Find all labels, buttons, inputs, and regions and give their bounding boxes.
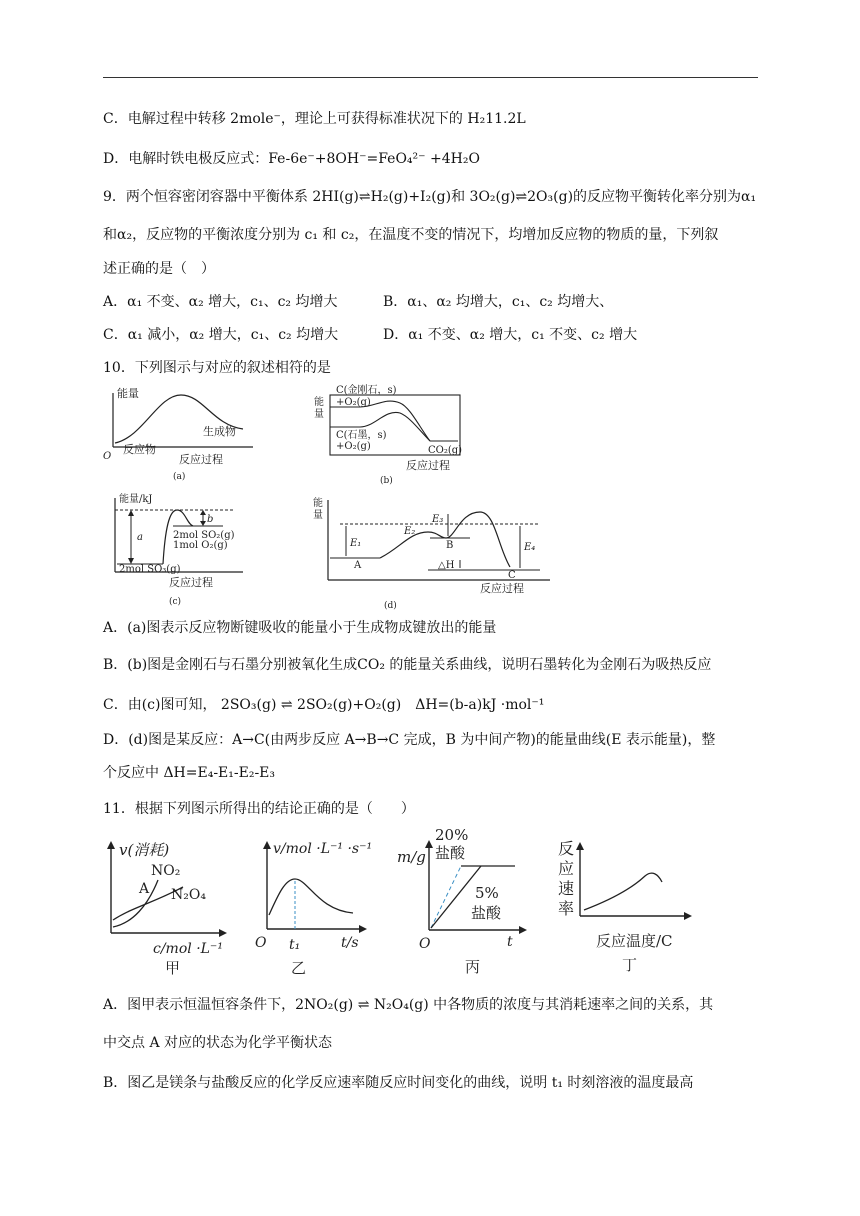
fig-d-e3: E₃ bbox=[432, 514, 444, 525]
fig-d-b: B bbox=[446, 540, 454, 551]
bing-caption: 丙 bbox=[465, 958, 481, 976]
jia-xlabel: c/mol ·L⁻¹ bbox=[153, 941, 223, 957]
jia-no2-line bbox=[113, 880, 158, 927]
ding-y3: 速 bbox=[558, 879, 575, 898]
yi-t1: t₁ bbox=[289, 937, 301, 953]
fig-d-e1: E₁ bbox=[350, 538, 362, 549]
ding-y4: 率 bbox=[558, 899, 575, 918]
fig-b-ylabel1: 能 bbox=[314, 397, 324, 408]
yi-caption: 乙 bbox=[291, 959, 307, 977]
yi-ylabel: v/mol ·L⁻¹ ·s⁻¹ bbox=[273, 841, 373, 857]
fig-b-diamond-o2: +O₂(g) bbox=[336, 397, 371, 408]
jia-caption: 甲 bbox=[165, 959, 181, 977]
fig-a-ylabel: 能量 bbox=[117, 387, 139, 400]
jia-n2o4: N₂O₄ bbox=[171, 887, 206, 903]
fig-b-xlabel: 反应过程 bbox=[406, 459, 450, 472]
fig-d-dh: △H bbox=[438, 560, 455, 571]
fig-a-origin: O bbox=[103, 451, 112, 462]
fig-b-graphite-o2: +O₂(g) bbox=[336, 441, 371, 452]
fig-d-ylabel2: 量 bbox=[313, 510, 323, 521]
ding-y1: 反 bbox=[558, 840, 575, 858]
fig-c-a: a bbox=[137, 532, 143, 543]
fig-d-xlabel: 反应过程 bbox=[480, 582, 524, 595]
question-9-line1: 9．两个恒容密闭容器中平衡体系 2HI(g)⇌H₂(g)+I₂(g)和 3O₂(g)⇌2O₃(g)的反应物平衡转化率分别为α₁ bbox=[103, 189, 757, 205]
fig-d-curve bbox=[380, 512, 510, 567]
fig-c-mid1: 2mol SO₂(g) bbox=[173, 530, 235, 541]
figure-yi bbox=[253, 825, 383, 985]
option-d-electrolysis: D．电解时铁电极反应式：Fe-6e⁻+8OH⁻=FeO₄²⁻ +4H₂O bbox=[103, 151, 480, 167]
question-9-line3: 述正确的是（ ） bbox=[103, 261, 215, 277]
q9-option-c: C．α₁ 减小，α₂ 增大，c₁、c₂ 均增大 bbox=[103, 327, 339, 343]
bing-mid2: 盐酸 bbox=[471, 904, 502, 922]
jia-a: A bbox=[139, 881, 150, 897]
fig-d-caption: (d) bbox=[384, 601, 397, 611]
fig-a-product: 生成物 bbox=[203, 425, 236, 438]
q10-option-a: A．(a)图表示反应物断键吸收的能量小于生成物成键放出的能量 bbox=[103, 620, 497, 636]
fig-c-bottom: 2mol SO₃(g) bbox=[119, 564, 181, 575]
fig-d-e4: E₄ bbox=[524, 542, 536, 553]
yi-curve bbox=[269, 879, 353, 915]
q10-option-d-line2: 个反应中 ΔH=E₄-E₁-E₂-E₃ bbox=[103, 765, 276, 781]
yi-xlabel: t/s bbox=[341, 935, 359, 951]
bing-top2: 盐酸 bbox=[435, 844, 466, 862]
fig-a-xlabel: 反应过程 bbox=[179, 453, 223, 466]
q9-option-a: A．α₁ 不变、α₂ 增大，c₁、c₂ 均增大 bbox=[103, 294, 338, 310]
fig-d-c: C bbox=[508, 570, 516, 581]
bing-ylabel: m/g bbox=[397, 848, 426, 866]
q11-option-a-line1: A．图甲表示恒温恒容条件下，2NO₂(g) ⇌ N₂O₄(g) 中各物质的浓度与其消耗速率之间的关系，其 bbox=[103, 997, 714, 1013]
yi-origin: O bbox=[255, 935, 267, 951]
fig-d-ylabel1: 能 bbox=[313, 498, 323, 509]
figure-c bbox=[103, 490, 263, 610]
figure-a bbox=[103, 385, 263, 490]
fig-b-ylabel2: 量 bbox=[314, 409, 324, 420]
jia-no2: NO₂ bbox=[151, 863, 181, 879]
bing-origin: O bbox=[419, 936, 431, 952]
fig-d-e2: E₂ bbox=[404, 526, 416, 537]
ding-xlabel: 反应温度/C bbox=[596, 932, 673, 950]
header-rule bbox=[103, 77, 758, 78]
option-c-electrolysis: C．电解过程中转移 2mole⁻，理论上可获得标准状况下的 H₂11.2L bbox=[103, 111, 526, 127]
question-10: 10．下列图示与对应的叙述相符的是 bbox=[103, 360, 331, 376]
q10-option-d-line1: D．(d)图是某反应：A→C(由两步反应 A→B→C 完成，B 为中间产物)的能量曲线(E 表示能量)，整 bbox=[103, 732, 716, 748]
figure-jia bbox=[103, 825, 233, 985]
bing-top1: 20% bbox=[435, 826, 469, 844]
q9-option-d: D．α₁ 不变、α₂ 增大，c₁ 不变、c₂ 增大 bbox=[383, 327, 638, 343]
ding-caption: 丁 bbox=[622, 956, 638, 974]
bing-xlabel: t bbox=[507, 934, 513, 950]
figure-ding bbox=[550, 840, 700, 990]
ding-y2: 应 bbox=[558, 859, 575, 878]
q9-option-b: B．α₁、α₂ 均增大，c₁、c₂ 均增大、 bbox=[383, 294, 614, 310]
fig-b-product: CO₂(g) bbox=[428, 445, 463, 456]
question-9-line2: 和α₂，反应物的平衡浓度分别为 c₁ 和 c₂，在温度不变的情况下，均增加反应物的物质的量，下列叙 bbox=[103, 227, 719, 243]
fig-a-reactant: 反应物 bbox=[123, 443, 156, 456]
fig-c-mid2: 1mol O₂(g) bbox=[173, 540, 228, 551]
fig-b-graphite: C(石墨，s) bbox=[336, 430, 387, 441]
q11-option-b: B．图乙是镁条与盐酸反应的化学反应速率随反应时间变化的曲线，说明 t₁ 时刻溶液的温度最高 bbox=[103, 1075, 694, 1091]
fig-a-caption: (a) bbox=[173, 472, 186, 482]
q10-option-c: C．由(c)图可知， 2SO₃(g) ⇌ 2SO₂(g)+O₂(g) ΔH=(b-a)kJ ·mol⁻¹ bbox=[103, 697, 545, 713]
fig-d-a: A bbox=[354, 560, 362, 571]
q10-option-b: B．(b)图是金刚石与石墨分别被氧化生成CO₂ 的能量关系曲线，说明石墨转化为金刚石为吸热反应 bbox=[103, 657, 712, 673]
fig-c-ylabel: 能量/kJ bbox=[119, 494, 153, 505]
question-11: 11．根据下列图示所得出的结论正确的是（ ） bbox=[103, 801, 415, 817]
ding-curve bbox=[584, 873, 662, 910]
jia-ylabel: v(消耗) bbox=[119, 841, 170, 859]
figure-bing bbox=[393, 822, 533, 987]
fig-c-xlabel: 反应过程 bbox=[169, 576, 213, 589]
fig-b-diamond: C(金刚石，s) bbox=[336, 385, 397, 396]
fig-c-b: b bbox=[207, 514, 214, 525]
q11-option-a-line2: 中交点 A 对应的状态为化学平衡状态 bbox=[103, 1035, 333, 1051]
fig-b-caption: (b) bbox=[380, 476, 393, 486]
fig-c-caption: (c) bbox=[169, 597, 182, 607]
figure-d bbox=[310, 492, 560, 612]
bing-mid1: 5% bbox=[475, 884, 499, 902]
figure-b bbox=[310, 383, 470, 488]
